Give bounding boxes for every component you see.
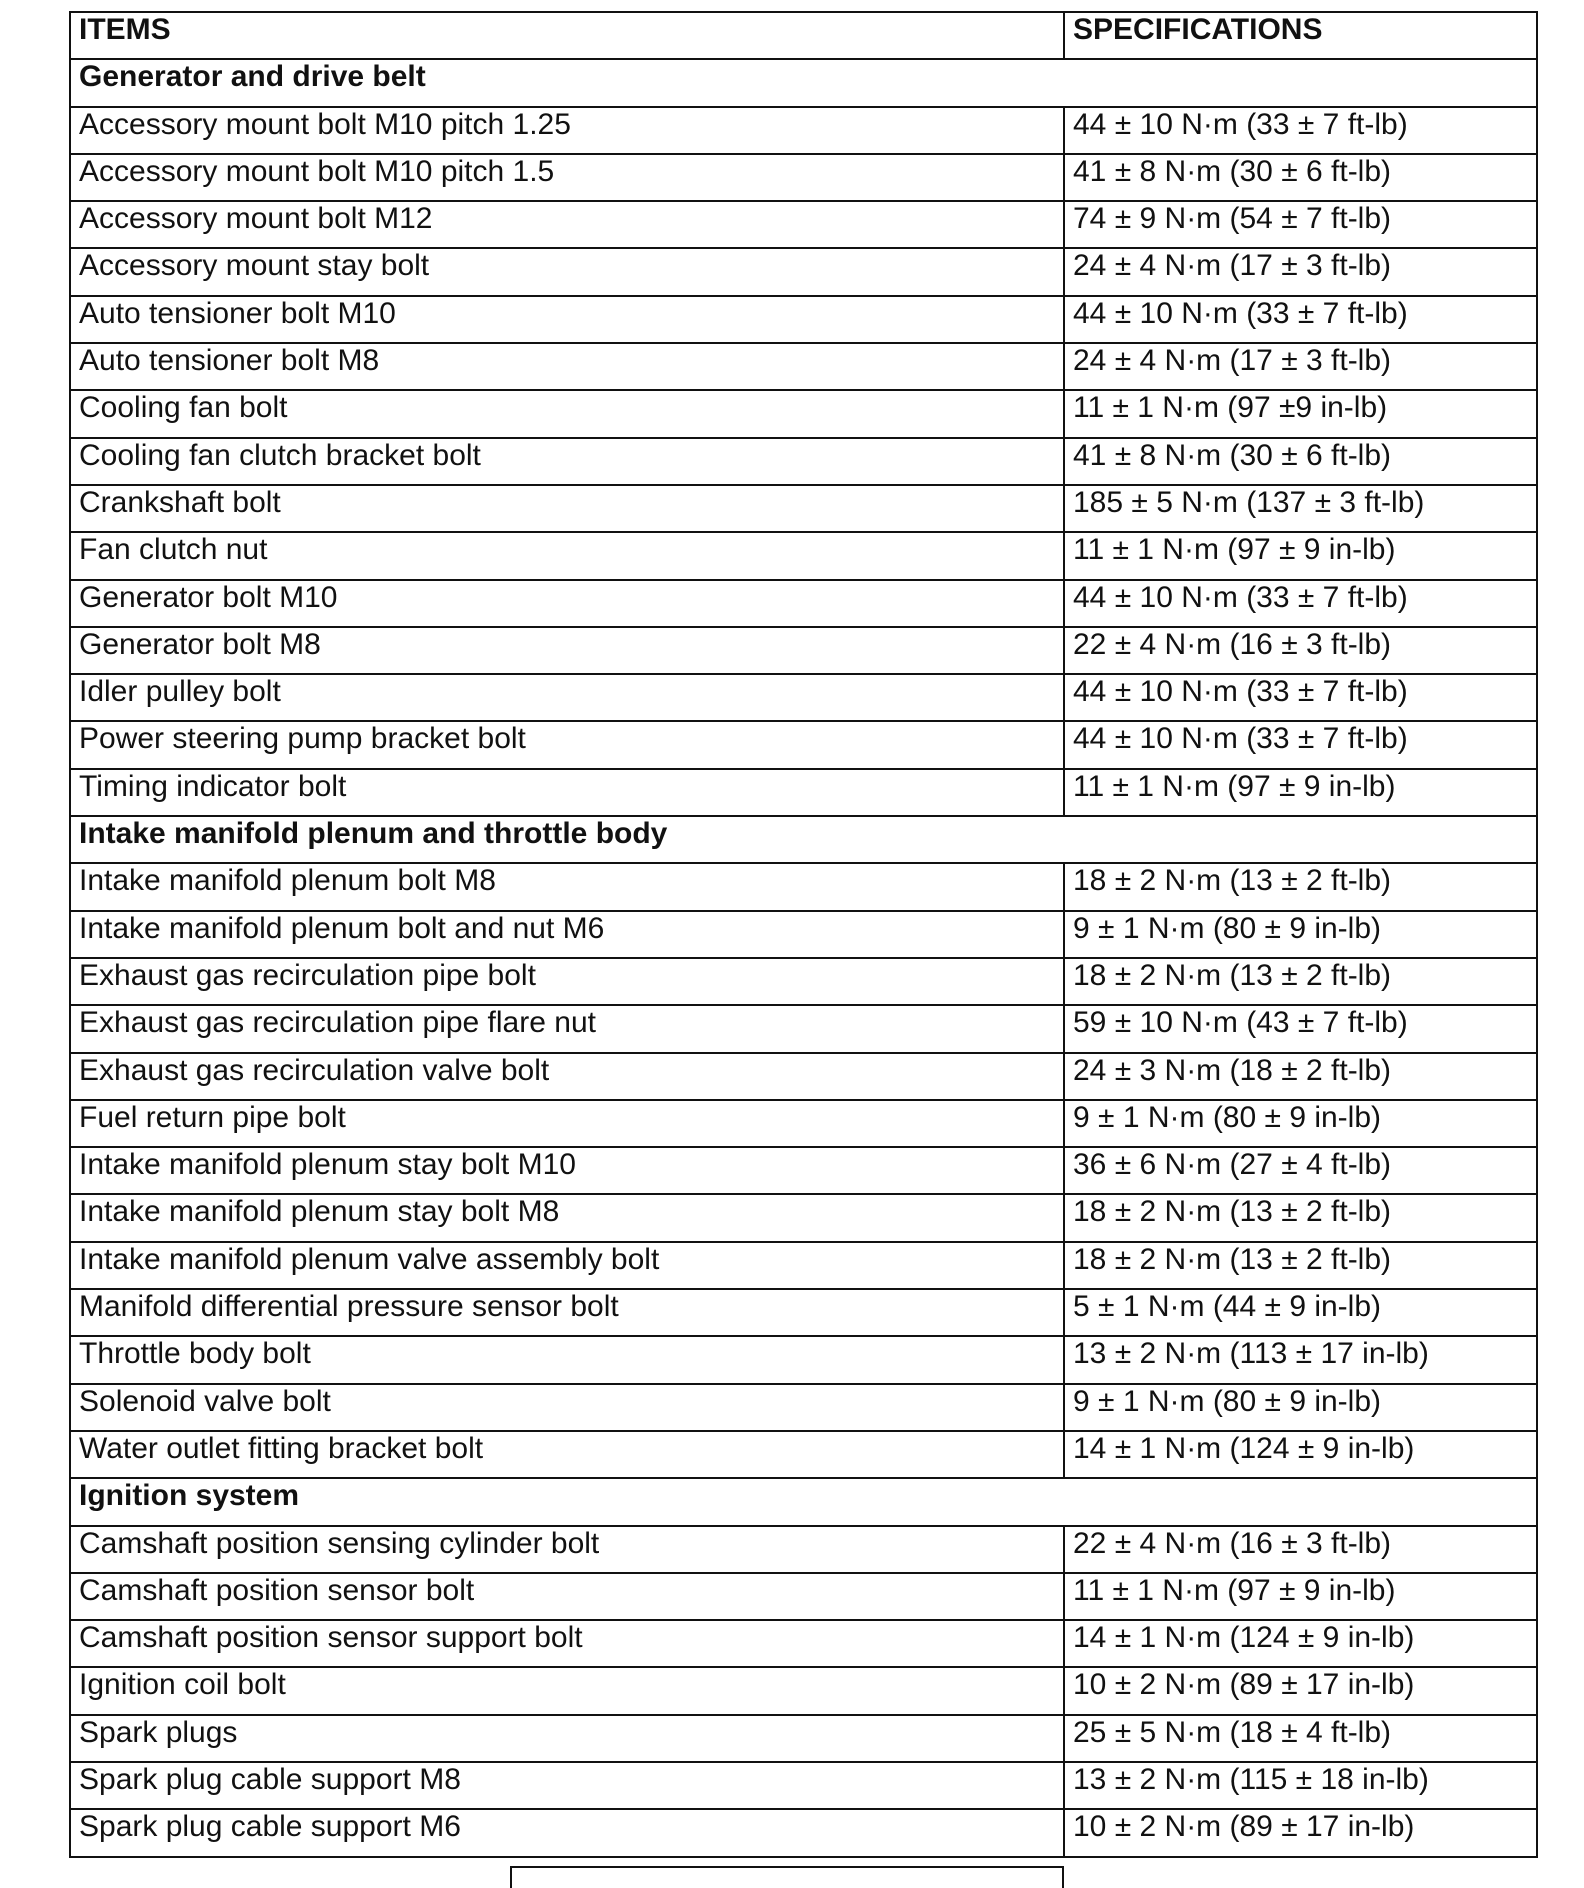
spec-cell: 13 ± 2 N·m (113 ± 17 in-lb) <box>1064 1336 1537 1383</box>
item-cell: Intake manifold plenum stay bolt M8 <box>70 1194 1064 1241</box>
spec-cell: 44 ± 10 N·m (33 ± 7 ft-lb) <box>1064 107 1537 154</box>
table-row <box>70 1667 1537 1714</box>
item-cell: Intake manifold plenum stay bolt M10 <box>70 1147 1064 1194</box>
item-cell: Camshaft position sensor bolt <box>70 1573 1064 1620</box>
item-cell: Exhaust gas recirculation pipe flare nut <box>70 1005 1064 1052</box>
item-cell: Timing indicator bolt <box>70 769 1064 816</box>
item-cell: Generator bolt M8 <box>70 627 1064 674</box>
spec-cell: 11 ± 1 N·m (97 ± 9 in-lb) <box>1064 769 1537 816</box>
table-row <box>70 1526 1537 1573</box>
table-row <box>70 1809 1537 1856</box>
torque-spec-table <box>69 11 1538 1858</box>
spec-cell: 9 ± 1 N·m (80 ± 9 in-lb) <box>1064 1384 1537 1431</box>
item-cell: Camshaft position sensing cylinder bolt <box>70 1526 1064 1573</box>
items-column-header: ITEMS <box>70 12 1064 59</box>
table-row <box>70 721 1537 768</box>
page-footer-box <box>510 1866 1064 1888</box>
table-row <box>70 1005 1537 1052</box>
item-cell: Intake manifold plenum valve assembly bolt <box>70 1242 1064 1289</box>
item-cell: Water outlet fitting bracket bolt <box>70 1431 1064 1478</box>
spec-cell: 22 ± 4 N·m (16 ± 3 ft-lb) <box>1064 1526 1537 1573</box>
spec-cell: 5 ± 1 N·m (44 ± 9 in-lb) <box>1064 1289 1537 1336</box>
spec-cell: 59 ± 10 N·m (43 ± 7 ft-lb) <box>1064 1005 1537 1052</box>
table-row <box>70 911 1537 958</box>
item-cell: Generator bolt M10 <box>70 580 1064 627</box>
item-cell: Accessory mount stay bolt <box>70 248 1064 295</box>
spec-cell: 13 ± 2 N·m (115 ± 18 in-lb) <box>1064 1762 1537 1809</box>
item-cell: Cooling fan bolt <box>70 390 1064 437</box>
item-cell: Power steering pump bracket bolt <box>70 721 1064 768</box>
spec-cell: 24 ± 4 N·m (17 ± 3 ft-lb) <box>1064 343 1537 390</box>
spec-cell: 9 ± 1 N·m (80 ± 9 in-lb) <box>1064 911 1537 958</box>
section-row <box>70 1478 1537 1525</box>
section-title: Intake manifold plenum and throttle body <box>70 816 1537 863</box>
spec-cell: 18 ± 2 N·m (13 ± 2 ft-lb) <box>1064 1242 1537 1289</box>
table-row <box>70 580 1537 627</box>
spec-cell: 24 ± 4 N·m (17 ± 3 ft-lb) <box>1064 248 1537 295</box>
table-row <box>70 769 1537 816</box>
item-cell: Camshaft position sensor support bolt <box>70 1620 1064 1667</box>
table-row <box>70 1100 1537 1147</box>
item-cell: Fan clutch nut <box>70 532 1064 579</box>
spec-cell: 11 ± 1 N·m (97 ±9 in-lb) <box>1064 390 1537 437</box>
table-row <box>70 1573 1537 1620</box>
table-row <box>70 248 1537 295</box>
spec-cell: 14 ± 1 N·m (124 ± 9 in-lb) <box>1064 1431 1537 1478</box>
spec-cell: 9 ± 1 N·m (80 ± 9 in-lb) <box>1064 1100 1537 1147</box>
specifications-column-header: SPECIFICATIONS <box>1064 12 1537 59</box>
spec-cell: 24 ± 3 N·m (18 ± 2 ft-lb) <box>1064 1053 1537 1100</box>
section-title: Ignition system <box>70 1478 1537 1525</box>
item-cell: Accessory mount bolt M10 pitch 1.25 <box>70 107 1064 154</box>
table-row <box>70 532 1537 579</box>
item-cell: Ignition coil bolt <box>70 1667 1064 1714</box>
item-cell: Spark plug cable support M8 <box>70 1762 1064 1809</box>
table-row <box>70 958 1537 1005</box>
item-cell: Idler pulley bolt <box>70 674 1064 721</box>
spec-cell: 41 ± 8 N·m (30 ± 6 ft-lb) <box>1064 154 1537 201</box>
table-row <box>70 1194 1537 1241</box>
spec-cell: 10 ± 2 N·m (89 ± 17 in-lb) <box>1064 1667 1537 1714</box>
table-row <box>70 1336 1537 1383</box>
spec-cell: 18 ± 2 N·m (13 ± 2 ft-lb) <box>1064 1194 1537 1241</box>
item-cell: Fuel return pipe bolt <box>70 1100 1064 1147</box>
spec-cell: 44 ± 10 N·m (33 ± 7 ft-lb) <box>1064 296 1537 343</box>
table-row <box>70 863 1537 910</box>
table-row <box>70 1053 1537 1100</box>
section-title: Generator and drive belt <box>70 59 1537 106</box>
spec-cell: 11 ± 1 N·m (97 ± 9 in-lb) <box>1064 1573 1537 1620</box>
spec-cell: 10 ± 2 N·m (89 ± 17 in-lb) <box>1064 1809 1537 1856</box>
section-row <box>70 59 1537 106</box>
spec-cell: 44 ± 10 N·m (33 ± 7 ft-lb) <box>1064 721 1537 768</box>
table-row <box>70 201 1537 248</box>
table-row <box>70 485 1537 532</box>
spec-cell: 25 ± 5 N·m (18 ± 4 ft-lb) <box>1064 1715 1537 1762</box>
item-cell: Spark plugs <box>70 1715 1064 1762</box>
table-row <box>70 343 1537 390</box>
spec-cell: 44 ± 10 N·m (33 ± 7 ft-lb) <box>1064 580 1537 627</box>
item-cell: Auto tensioner bolt M10 <box>70 296 1064 343</box>
section-row <box>70 816 1537 863</box>
item-cell: Cooling fan clutch bracket bolt <box>70 438 1064 485</box>
spec-cell: 44 ± 10 N·m (33 ± 7 ft-lb) <box>1064 674 1537 721</box>
item-cell: Solenoid valve bolt <box>70 1384 1064 1431</box>
table-row <box>70 390 1537 437</box>
table-row <box>70 438 1537 485</box>
table-row <box>70 1620 1537 1667</box>
item-cell: Crankshaft bolt <box>70 485 1064 532</box>
table-row <box>70 1762 1537 1809</box>
item-cell: Manifold differential pressure sensor bolt <box>70 1289 1064 1336</box>
item-cell: Accessory mount bolt M10 pitch 1.5 <box>70 154 1064 201</box>
header-row <box>70 12 1537 59</box>
table-row <box>70 1431 1537 1478</box>
item-cell: Exhaust gas recirculation valve bolt <box>70 1053 1064 1100</box>
spec-cell: 11 ± 1 N·m (97 ± 9 in-lb) <box>1064 532 1537 579</box>
item-cell: Throttle body bolt <box>70 1336 1064 1383</box>
table-row <box>70 1242 1537 1289</box>
table-body <box>70 59 1537 1856</box>
spec-cell: 41 ± 8 N·m (30 ± 6 ft-lb) <box>1064 438 1537 485</box>
spec-cell: 14 ± 1 N·m (124 ± 9 in-lb) <box>1064 1620 1537 1667</box>
item-cell: Accessory mount bolt M12 <box>70 201 1064 248</box>
spec-cell: 22 ± 4 N·m (16 ± 3 ft-lb) <box>1064 627 1537 674</box>
item-cell: Intake manifold plenum bolt and nut M6 <box>70 911 1064 958</box>
item-cell: Spark plug cable support M6 <box>70 1809 1064 1856</box>
spec-cell: 18 ± 2 N·m (13 ± 2 ft-lb) <box>1064 958 1537 1005</box>
table-row <box>70 627 1537 674</box>
table-row <box>70 154 1537 201</box>
item-cell: Exhaust gas recirculation pipe bolt <box>70 958 1064 1005</box>
spec-cell: 36 ± 6 N·m (27 ± 4 ft-lb) <box>1064 1147 1537 1194</box>
table-row <box>70 1384 1537 1431</box>
table-row <box>70 1147 1537 1194</box>
table-row <box>70 1289 1537 1336</box>
spec-cell: 74 ± 9 N·m (54 ± 7 ft-lb) <box>1064 201 1537 248</box>
table-row <box>70 1715 1537 1762</box>
table-row <box>70 107 1537 154</box>
spec-cell: 18 ± 2 N·m (13 ± 2 ft-lb) <box>1064 863 1537 910</box>
item-cell: Auto tensioner bolt M8 <box>70 343 1064 390</box>
item-cell: Intake manifold plenum bolt M8 <box>70 863 1064 910</box>
table-row <box>70 296 1537 343</box>
spec-cell: 185 ± 5 N·m (137 ± 3 ft-lb) <box>1064 485 1537 532</box>
table-row <box>70 674 1537 721</box>
